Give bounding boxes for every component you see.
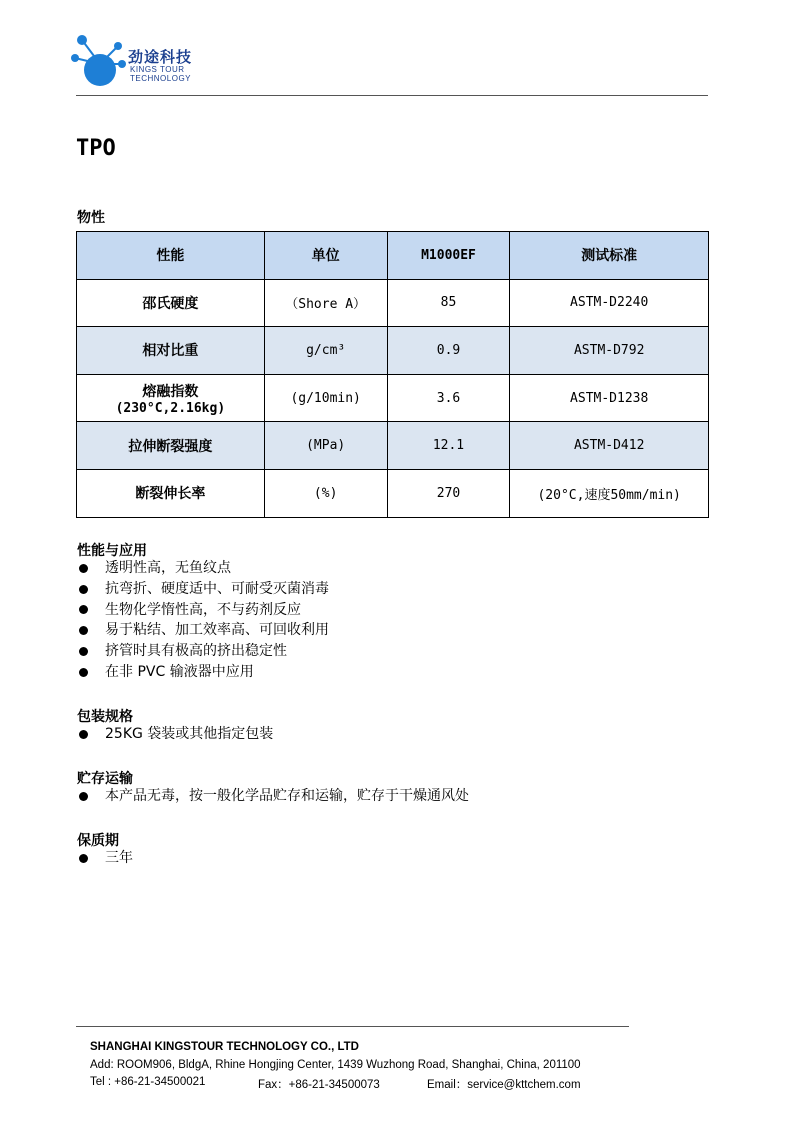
row-standard: ASTM-D2240 xyxy=(510,279,709,327)
storage-list xyxy=(77,786,469,807)
packaging-list xyxy=(77,724,273,745)
table-row xyxy=(77,374,709,422)
list-item-text: 25KG 袋装或其他指定包装 xyxy=(105,726,274,742)
footer-email: Email：service@kttchem.com xyxy=(427,1079,581,1091)
list-item-text: 本产品无毒，按一般化学品贮存和运输，贮存于干燥通风处 xyxy=(105,788,469,804)
footer-contact xyxy=(90,1076,581,1092)
list-item xyxy=(77,786,469,807)
shelf-life-list xyxy=(77,848,133,869)
row-unit: (g/10min) xyxy=(264,374,387,422)
list-item xyxy=(77,579,329,600)
properties-section-title: 物性 xyxy=(77,210,105,226)
list-item-text: 抗弯折、硬度适中、可耐受灭菌消毒 xyxy=(105,580,329,597)
bullet-icon xyxy=(79,730,88,739)
row-unit: g/cm³ xyxy=(264,327,387,375)
table-row xyxy=(77,469,709,517)
header-property: 性能 xyxy=(77,232,265,280)
list-item xyxy=(77,641,329,662)
footer-divider xyxy=(76,1026,629,1027)
row-standard: ASTM-D412 xyxy=(510,422,709,470)
header-divider xyxy=(76,95,708,96)
row-property-name: 邵氏硬度 xyxy=(77,279,265,327)
bullet-icon xyxy=(79,668,88,677)
row-unit: （Shore A） xyxy=(264,279,387,327)
logo-english-line-1: KINGS TOUR xyxy=(130,65,185,74)
row-property-name: 断裂伸长率 xyxy=(77,469,265,517)
bullet-icon xyxy=(79,605,88,614)
list-item-text: 三年 xyxy=(105,850,133,866)
row-value: 270 xyxy=(387,469,510,517)
table-row xyxy=(77,422,709,470)
header-standard: 测试标准 xyxy=(510,232,709,280)
row-property-name: 拉伸断裂强度 xyxy=(77,422,265,470)
table-row xyxy=(77,327,709,375)
footer-tel: Tel : +86-21-34500021 xyxy=(90,1076,206,1088)
row-value: 0.9 xyxy=(387,327,510,375)
bullet-icon xyxy=(79,585,88,594)
molecule-icon xyxy=(70,30,130,90)
bullet-icon xyxy=(79,647,88,656)
footer-fax: Fax：+86-21-34500073 xyxy=(258,1079,380,1091)
row-standard: ASTM-D792 xyxy=(510,327,709,375)
company-logo xyxy=(70,30,210,90)
row-unit: (%) xyxy=(264,469,387,517)
row-property-name xyxy=(77,374,265,422)
header-grade: M1000EF xyxy=(387,232,510,280)
shelf-life-section-title: 保质期 xyxy=(77,833,119,849)
table-header-row xyxy=(77,232,709,280)
list-item-text: 透明性高，无鱼纹点 xyxy=(105,560,231,576)
row-property-name-line-1: 熔融指数 xyxy=(142,383,199,400)
row-property-name: 相对比重 xyxy=(77,327,265,375)
list-item xyxy=(77,620,329,641)
row-standard: ASTM-D1238 xyxy=(510,374,709,422)
list-item-text: 在非 PVC 输液器中应用 xyxy=(105,663,254,680)
packaging-section-title: 包装规格 xyxy=(77,709,133,725)
bullet-icon xyxy=(79,626,88,635)
logo-chinese-name: 劲途科技 xyxy=(128,48,193,66)
list-item xyxy=(77,662,329,683)
list-item xyxy=(77,558,329,579)
footer-address: Add: ROOM906, BldgA, Rhine Hongjing Center, 1439 Wuzhong Road, Shanghai, China, 201100 xyxy=(90,1059,581,1071)
product-title: TPO xyxy=(76,136,116,161)
logo-english-line-2: TECHNOLOGY xyxy=(130,74,192,83)
footer-company-name: SHANGHAI KINGSTOUR TECHNOLOGY CO., LTD xyxy=(90,1041,359,1053)
table-row xyxy=(77,279,709,327)
list-item-text: 挤管时具有极高的挤出稳定性 xyxy=(105,643,287,660)
row-value: 12.1 xyxy=(387,422,510,470)
list-item xyxy=(77,848,133,869)
list-item xyxy=(77,600,329,621)
bullet-icon xyxy=(79,564,88,573)
list-item-text: 生物化学惰性高，不与药剂反应 xyxy=(105,601,301,618)
row-standard: (20°C,速度50mm/min) xyxy=(510,469,709,517)
row-value: 3.6 xyxy=(387,374,510,422)
storage-section-title: 贮存运输 xyxy=(77,771,133,787)
list-item-text: 易于粘结、加工效率高、可回收利用 xyxy=(105,622,329,639)
list-item xyxy=(77,724,273,745)
row-value: 85 xyxy=(387,279,510,327)
row-property-name-line-2: (230°C,2.16kg) xyxy=(115,400,226,416)
row-unit: (MPa) xyxy=(264,422,387,470)
performance-list xyxy=(77,558,329,683)
properties-table xyxy=(76,231,709,518)
header-unit: 单位 xyxy=(264,232,387,280)
bullet-icon xyxy=(79,792,88,801)
performance-section-title: 性能与应用 xyxy=(77,543,147,559)
bullet-icon xyxy=(79,854,88,863)
